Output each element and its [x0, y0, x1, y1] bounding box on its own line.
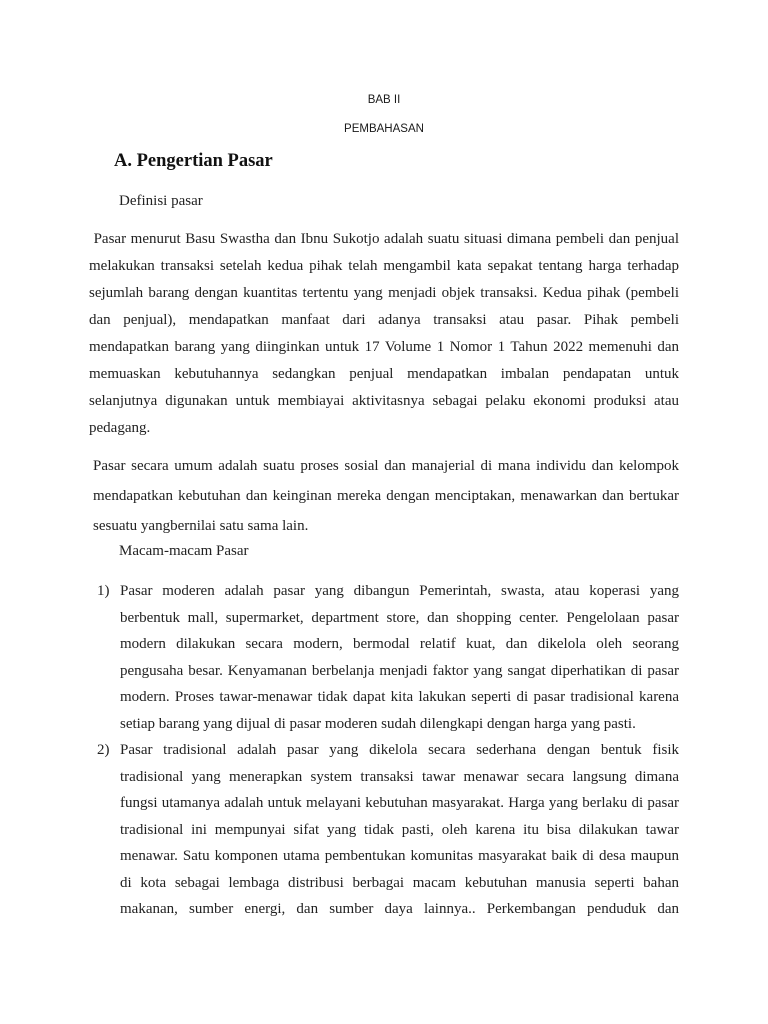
list-line: modern dilakukan secara modern, bermodal relatif kuat, dan dikelola oleh seorang	[120, 636, 679, 652]
list-line: di kota sebagai lembaga distribusi berbagai macam kebutuhan manusia seperti bahan	[120, 874, 679, 891]
list-line: menawar. Satu komponen utama pembentukan komunitas masyarakat baik di desa maupun	[120, 848, 679, 864]
market-types-list	[97, 578, 679, 923]
list-line: setiap barang yang dijual di pasar moderen sudah dilengkapi dengan harga yang pasti.	[120, 715, 636, 732]
chapter-title: PEMBAHASAN	[344, 123, 424, 135]
paragraph-line: dan penjual), mendapatkan manfaat dari adanya transaksi atau pasar. Pihak pembeli	[89, 312, 679, 328]
definition-heading: Definisi pasar	[119, 193, 203, 209]
list-marker: 2)	[97, 742, 110, 758]
paragraph-market-definition	[89, 226, 679, 442]
paragraph-line: Pasar secara umum adalah suatu proses sosial dan manajerial di mana individu dan kelompok	[93, 458, 679, 474]
list-line: tradisional ini mempunyai sifat yang tidak pasti, oleh karena itu bisa dilakukan tawar	[120, 821, 679, 838]
list-line: modern. Proses tawar-menawar tidak dapat kita lakukan seperti di pasar tradisional karena	[120, 689, 679, 705]
section-heading: A. Pengertian Pasar	[114, 151, 273, 171]
paragraph-line: pedagang.	[89, 420, 151, 436]
paragraph-line: mendapatkan barang yang diinginkan untuk 17 Volume 1 Nomor 1 Tahun 2022 memenuhi dan	[89, 339, 679, 355]
paragraph-line: melakukan transaksi setelah kedua pihak telah mengambil kata sepakat tentang harga terhadap	[89, 258, 679, 274]
list-line: Pasar tradisional adalah pasar yang dikelola secara sederhana dengan bentuk fisik	[120, 742, 679, 758]
paragraph-line: sejumlah barang dengan kuantitas tertentu yang menjadi objek transaksi. Kedua pihak (pembeli	[89, 285, 679, 301]
list-line: fungsi utamanya adalah untuk melayani kebutuhan masyarakat. Harga yang berlaku di pasar	[120, 795, 679, 811]
types-heading: Macam-macam Pasar	[119, 543, 249, 559]
list-line: makanan, sumber energi, dan sumber daya lainnya.. Perkembangan penduduk dan	[120, 901, 679, 917]
paragraph-line: sesuatu yangbernilai satu sama lain.	[93, 518, 309, 534]
paragraph-line: memuaskan kebutuhannya sedangkan penjual mendapatkan imbalan pendapatan untuk	[89, 366, 679, 382]
list-line: pengusaha besar. Kenyamanan berbelanja menjadi faktor yang sangat diperhatikan di pasar	[120, 662, 679, 679]
paragraph-market-general	[93, 451, 679, 541]
list-line: tradisional yang menerapkan system transaksi tawar menawar secara langsung dimana	[120, 768, 679, 785]
list-marker: 1)	[97, 583, 110, 599]
chapter-number: BAB II	[367, 94, 401, 106]
list-line: Pasar moderen adalah pasar yang dibangun Pemerintah, swasta, atau koperasi yang	[120, 583, 679, 599]
paragraph-line: Pasar menurut Basu Swastha dan Ibnu Sukotjo adalah suatu situasi dimana pembeli dan penjual	[89, 231, 679, 247]
list-item-modern-market	[97, 578, 679, 737]
paragraph-line: mendapatkan kebutuhan dan keinginan mereka dengan menciptakan, menawarkan dan bertukar	[93, 488, 679, 504]
paragraph-line: selanjutnya digunakan untuk membiayai aktivitasnya sebagai pelaku ekonomi produksi atau	[89, 393, 679, 409]
list-line: berbentuk mall, supermarket, department store, dan shopping center. Pengelolaan pasar	[120, 609, 679, 626]
list-item-traditional-market	[97, 737, 679, 923]
